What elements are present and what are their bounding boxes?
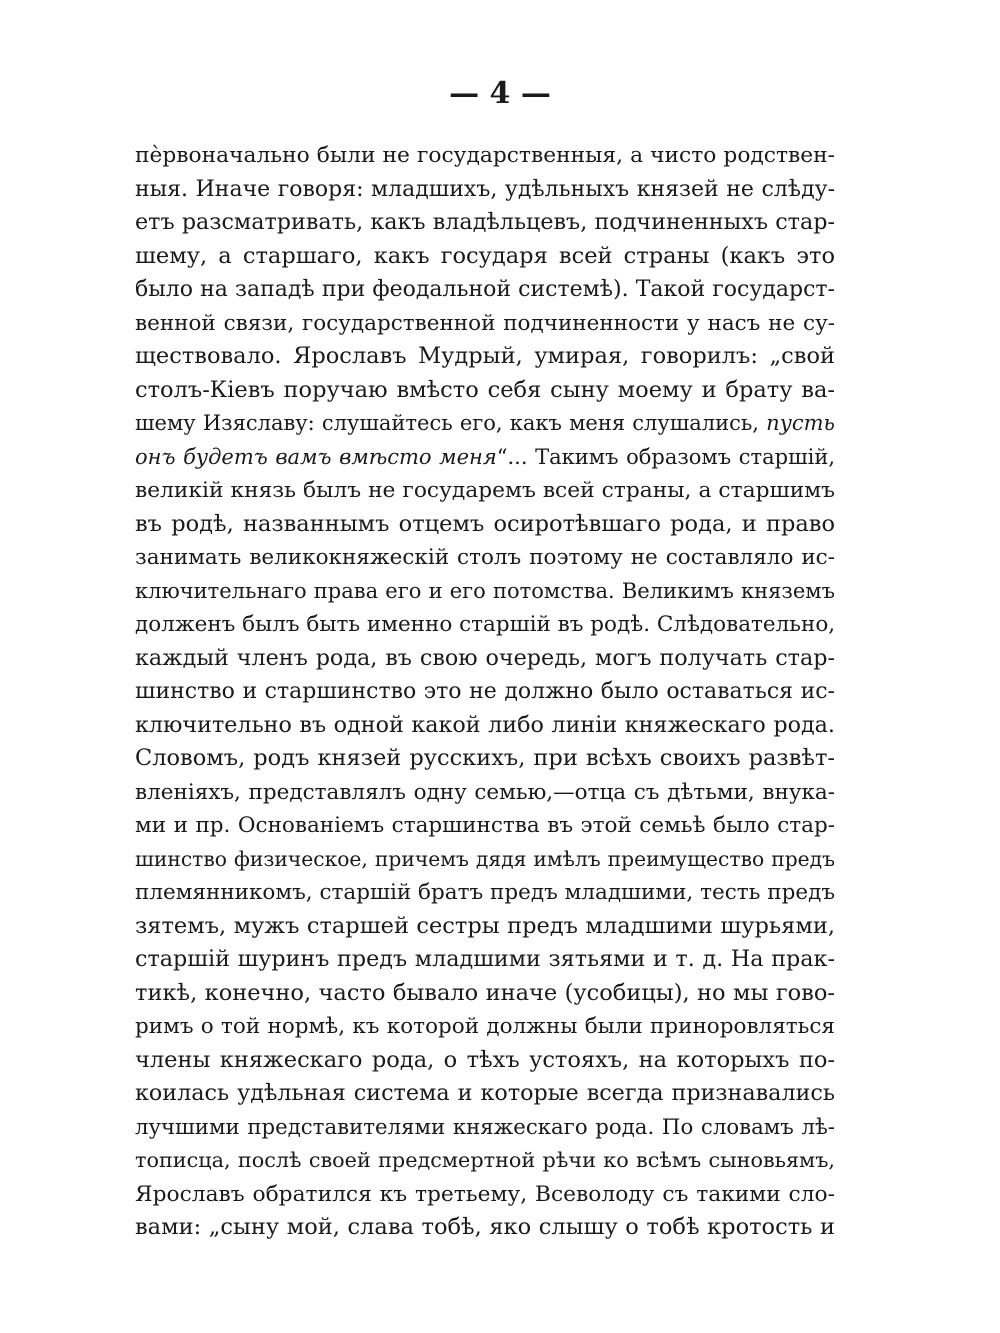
text-run: въ родѣ, названнымъ отцемъ осиротѣвшаго рода, и право (135, 510, 835, 537)
body-text (135, 139, 835, 1245)
text-run: “... Такимъ образомъ старшій, (496, 444, 835, 469)
text-run: Словомъ, родъ князей русскихъ, при всѣхъ своихъ развѣт- (135, 745, 835, 771)
text-run: шинство физическое, причемъ дядя имѣлъ преимущество предъ (135, 846, 835, 871)
text-run: пѐрвоначально были не государственныя, а чисто родствен- (135, 143, 835, 168)
text-run: старшій шуринъ предъ младшими зятьями и т. д. На прак- (135, 946, 835, 972)
text-line (135, 642, 835, 676)
text-run: ществовало. Ярославъ Мудрый, умирая, говорилъ: „свой (135, 343, 835, 369)
text-line (135, 876, 835, 910)
text-line (135, 407, 835, 441)
text-line (135, 173, 835, 207)
text-line (135, 675, 835, 709)
text-run: венной связи, государственной подчиненности у насъ не су- (135, 310, 835, 336)
text-run: занимать великокняжескій столъ поэтому не составляло ис- (135, 545, 835, 570)
text-run: Ярославъ обратился къ третьему, Всеволоду съ такими сло- (135, 1181, 835, 1207)
text-line (135, 809, 835, 843)
text-run: члены княжескаго рода, о тѣхъ устояхъ, на которыхъ по- (135, 1046, 835, 1073)
text-run: коилась удѣльная система и которые всегда признавались (135, 1080, 835, 1106)
text-run: каждый членъ рода, въ свою очередь, могъ получать стар- (135, 644, 835, 671)
text-run: лучшими представителями княжескаго рода. По словамъ лѣ- (135, 1114, 835, 1140)
text-line (135, 206, 835, 240)
text-line (135, 1077, 835, 1111)
text-run: зятемъ, мужъ старшей сестры предъ младшими шурьями, (135, 912, 835, 939)
text-line (135, 776, 835, 810)
text-run: долженъ былъ быть именно старшій въ родѣ. Слѣдовательно, (135, 612, 836, 637)
text-line (135, 709, 835, 743)
text-line (135, 742, 835, 776)
text-line (135, 943, 835, 977)
text-line (135, 273, 835, 307)
text-line (135, 441, 835, 475)
text-run: шему, а старшаго, какъ государя всей страны (какъ это (135, 242, 835, 269)
text-run: вленіяхъ, представлялъ одну семью,—отца съ дѣтьми, внука- (135, 779, 835, 805)
text-line (135, 374, 835, 408)
text-run: тикѣ, конечно, часто бывало иначе (усобицы), но мы гово- (135, 979, 835, 1006)
text-line (135, 340, 835, 374)
text-line (135, 843, 835, 877)
text-line (135, 1178, 835, 1212)
text-line (135, 240, 835, 274)
text-run: етъ разсматривать, какъ владѣльцевъ, подчиненныхъ стар- (135, 209, 835, 235)
text-run: шему Изяславу: слушайтесь его, какъ меня слушались, (135, 411, 767, 435)
italic-text-run: пусть (766, 411, 835, 435)
text-line (135, 541, 835, 575)
text-run: ключительнаго права его и его потомства. Великимъ княземъ (135, 578, 835, 603)
text-run: шинство и старшинство это не должно было оставаться ис- (135, 679, 835, 704)
text-run: тописца, послѣ своей предсмертной рѣчи ко всѣмъ сыновьямъ, (135, 1148, 835, 1172)
text-run: ныя. Иначе говоря: младшихъ, удѣльныхъ князей не слѣду- (135, 176, 835, 202)
text-line (135, 1111, 835, 1145)
text-line (135, 139, 835, 173)
text-line (135, 1144, 835, 1178)
text-run: было на западѣ при феодальной системѣ). Такой государст- (135, 277, 835, 302)
text-line (135, 1010, 835, 1044)
text-line (135, 575, 835, 609)
text-line (135, 1211, 835, 1245)
text-run: римъ о той нормѣ, къ которой должны были приноровляться (135, 1014, 835, 1039)
italic-text-run: онъ будетъ вамъ вмѣсто меня (135, 444, 497, 469)
text-run: столъ-Кіевъ поручаю вмѣсто себя сыну моему и брату ва- (135, 376, 835, 403)
text-run: племянникомъ, старшій братъ предъ младшими, тесть предъ (135, 880, 835, 905)
text-line (135, 1044, 835, 1078)
text-line (135, 474, 835, 508)
text-line (135, 608, 835, 642)
text-line (135, 508, 835, 542)
text-line (135, 977, 835, 1011)
text-line (135, 910, 835, 944)
text-line (135, 307, 835, 341)
text-run: ключительно въ одной какой либо линіи княжескаго рода. (135, 711, 835, 738)
page-number: — 4 — (449, 76, 551, 111)
text-run: великій князь былъ не государемъ всей страны, а старшимъ (135, 478, 835, 503)
text-run: ми и пр. Основаніемъ старшинства въ этой семьѣ было стар- (135, 813, 835, 838)
text-run: вами: „сыну мой, слава тобѣ, яко слышу о тобѣ кротость и (135, 1214, 835, 1240)
